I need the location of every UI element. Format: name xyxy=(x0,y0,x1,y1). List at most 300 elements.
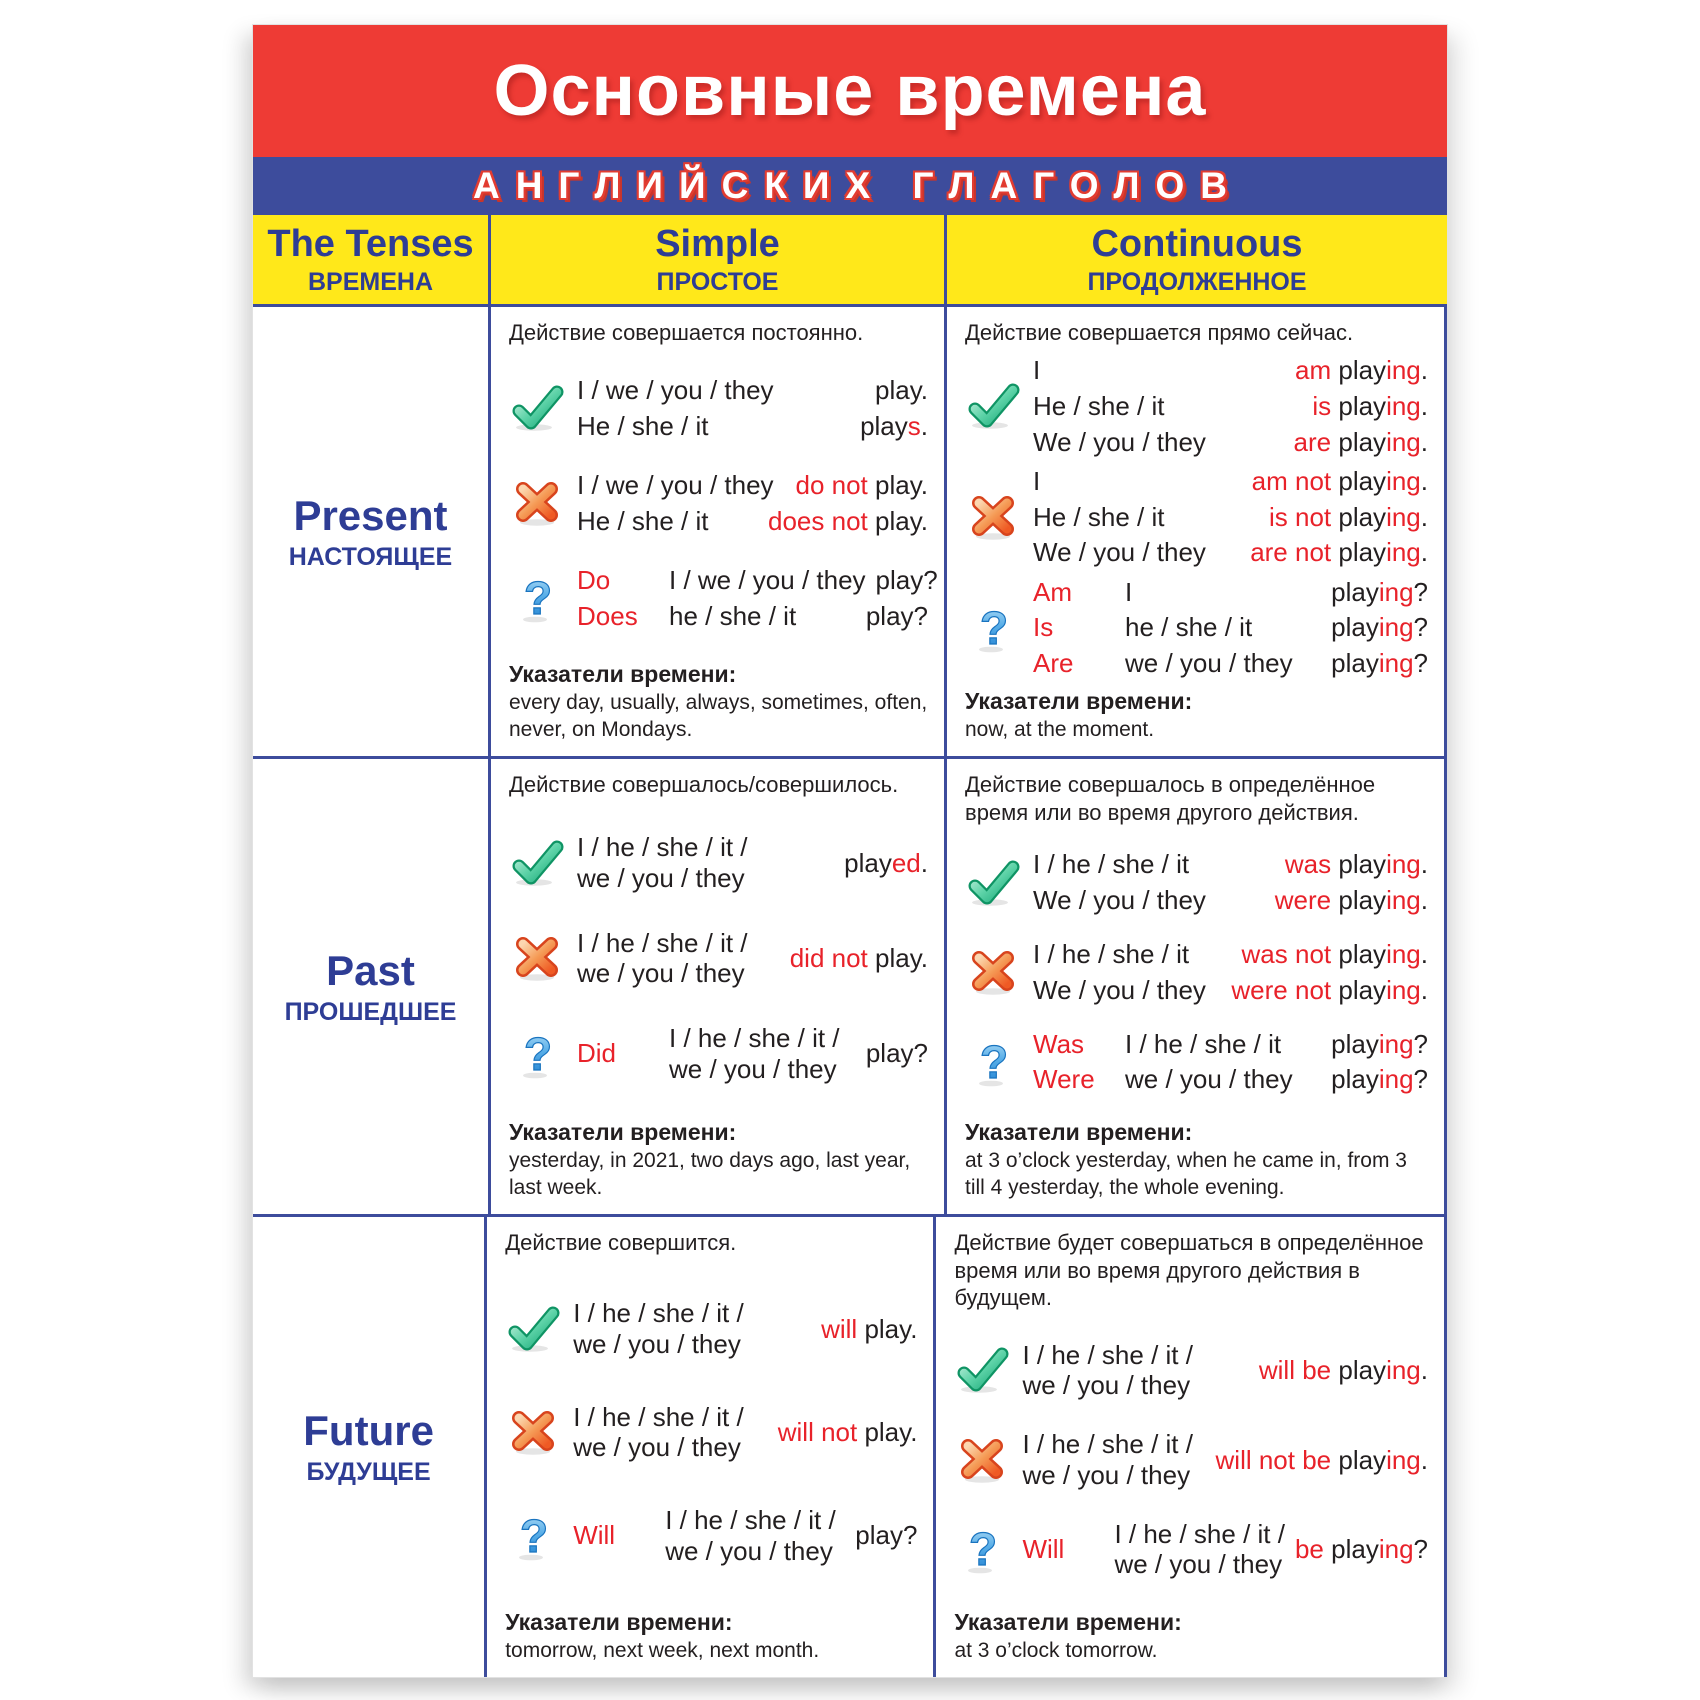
pronoun-line: we / you / they xyxy=(665,1535,833,1566)
verb-segment: were not xyxy=(1231,974,1339,1005)
pronoun-line: He / she / it xyxy=(577,410,709,441)
example-row xyxy=(1033,355,1428,386)
verb-segment: is xyxy=(1312,390,1339,421)
verb-phrase xyxy=(1302,391,1428,422)
verb-segment: play xyxy=(1338,426,1387,457)
verb-segment: ing xyxy=(1386,974,1421,1005)
pronoun-line: we / you / they xyxy=(669,1053,837,1084)
pronoun-line: we / you / they xyxy=(1125,647,1293,678)
verb-segment: play xyxy=(1338,1444,1387,1475)
simple-cell-present xyxy=(488,307,944,756)
negative-block xyxy=(509,928,928,989)
pronoun-line: I / he / she / it / xyxy=(1114,1518,1285,1549)
cross-icon xyxy=(509,935,567,981)
pronoun-line: we / you / they xyxy=(1125,1064,1293,1095)
pronoun-line: I / he / she / it / xyxy=(577,927,748,958)
verb-segment: ing xyxy=(1386,501,1421,532)
verb-segment: ing xyxy=(1386,390,1421,421)
verb-phrase xyxy=(1249,1355,1428,1386)
verb-phrase xyxy=(785,470,928,501)
example-rows xyxy=(577,928,928,989)
poster-title: Основные времена xyxy=(493,51,1207,131)
verb-phrase xyxy=(850,411,928,442)
example-rows xyxy=(1033,1029,1428,1095)
example-row xyxy=(573,1402,917,1463)
tense-description: Действие будет совершаться в определённое время или во время другого действия в будущем. xyxy=(954,1230,1424,1310)
example-row xyxy=(1033,427,1428,458)
check-icon xyxy=(965,383,1023,429)
example-row xyxy=(577,506,928,537)
example-rows xyxy=(577,375,928,441)
pronoun-line: we / you / they xyxy=(577,863,745,894)
tense-name-ru: БУДУЩЕЕ xyxy=(306,1458,431,1486)
cross-icon xyxy=(965,494,1023,540)
pronoun-line: I / we / you / they xyxy=(577,375,774,406)
verb-phrase xyxy=(1321,612,1428,643)
verb-phrase xyxy=(1221,975,1428,1006)
verb-segment: ing xyxy=(1386,1444,1421,1475)
verb-segment: . xyxy=(920,847,928,878)
pronouns xyxy=(573,1402,744,1463)
pronoun-line: We / you / they xyxy=(1033,426,1206,457)
example-rows xyxy=(1022,1340,1428,1401)
verb-segment: play xyxy=(1331,1064,1379,1095)
check-icon xyxy=(505,1306,563,1352)
verb-segment: ? xyxy=(1413,612,1428,643)
pronoun-line: I / he / she / it / xyxy=(577,832,748,863)
verb-phrase xyxy=(811,1314,917,1345)
verb-segment: was xyxy=(1284,849,1339,880)
verb-phrase xyxy=(1206,1445,1428,1476)
pronouns xyxy=(669,601,796,632)
pronouns xyxy=(573,1298,744,1359)
time-markers: at 3 o’clock tomorrow. xyxy=(954,1639,1158,1663)
verb-phrase xyxy=(1242,466,1428,497)
example-row xyxy=(1022,1429,1428,1490)
verb-phrase xyxy=(845,1520,917,1551)
tense-description: Действие совершалось в определённое время или во время другого действия. xyxy=(965,772,1376,825)
example-row xyxy=(1033,502,1428,533)
verb-phrase xyxy=(780,943,928,974)
aux-word: Will xyxy=(573,1520,616,1551)
tenses-poster xyxy=(252,24,1448,1678)
example-rows xyxy=(1033,466,1428,568)
verb-segment: . xyxy=(1420,501,1428,532)
tense-description: Действие совершится. xyxy=(505,1230,737,1255)
verb-segment: ed xyxy=(891,847,921,878)
pronouns xyxy=(577,411,709,442)
pronoun-line: I / he / she / it / xyxy=(1022,1429,1193,1460)
pronoun-line: I / he / she / it / xyxy=(1022,1339,1193,1370)
cross-icon xyxy=(954,1437,1012,1483)
time-markers-section xyxy=(965,687,1428,744)
negative-block xyxy=(965,939,1428,1005)
pronoun-line: I / we / you / they xyxy=(669,565,866,596)
verb-segment: will be xyxy=(1258,1355,1339,1385)
negative-block xyxy=(965,466,1428,568)
time-markers: now, at the moment. xyxy=(965,718,1155,742)
verb-segment: . xyxy=(1420,849,1428,880)
pronouns xyxy=(1125,648,1293,679)
aux-word: Do xyxy=(577,565,611,596)
example-rows xyxy=(1022,1519,1428,1580)
pronouns xyxy=(577,470,774,501)
aux-word: Will xyxy=(1022,1534,1065,1565)
pronoun-line: I / he / she / it xyxy=(1033,939,1190,969)
example-rows xyxy=(573,1402,917,1463)
question-icon xyxy=(509,573,567,623)
example-row xyxy=(1033,975,1428,1006)
verb-segment: am not xyxy=(1251,465,1339,496)
affirmative-block xyxy=(965,849,1428,915)
pronouns xyxy=(1033,537,1206,568)
verb-segment: do not xyxy=(795,470,875,501)
verb-segment: play xyxy=(1338,1355,1387,1385)
pronoun-line: I / we / you / they xyxy=(577,470,774,501)
verb-segment: . xyxy=(1420,974,1428,1005)
pronouns xyxy=(1033,466,1040,497)
example-row xyxy=(1033,612,1428,643)
verb-segment: ing xyxy=(1378,1028,1414,1059)
verb-segment: play xyxy=(1338,849,1387,880)
question-icon xyxy=(505,1511,563,1561)
aux-word: Are xyxy=(1033,647,1074,678)
table-body xyxy=(253,307,1447,1677)
question-block xyxy=(965,577,1428,679)
example-row xyxy=(1022,1340,1428,1401)
pronouns xyxy=(1125,1064,1293,1095)
verb-phrase xyxy=(866,565,938,596)
time-markers-label: Указатели времени: xyxy=(509,1119,737,1146)
check-icon xyxy=(965,860,1023,906)
example-rows xyxy=(1033,355,1428,457)
verb-segment: were xyxy=(1274,885,1339,915)
negative-block xyxy=(505,1402,917,1463)
verb-segment: play xyxy=(1338,501,1387,532)
example-row xyxy=(577,565,938,596)
example-row xyxy=(577,601,928,632)
verb-segment: play. xyxy=(875,943,928,974)
verb-segment: play. xyxy=(864,1313,918,1344)
pronouns xyxy=(1125,612,1252,643)
verb-segment: . xyxy=(920,410,928,441)
question-block xyxy=(509,565,938,631)
verb-segment: ing xyxy=(1386,939,1421,969)
pronoun-line: he / she / it xyxy=(669,600,797,631)
verb-segment: ing xyxy=(1378,612,1414,643)
verb-phrase xyxy=(1275,849,1428,880)
verb-segment: . xyxy=(1420,465,1428,496)
verb-phrase xyxy=(856,601,928,632)
continuous-cell-present xyxy=(944,307,1447,756)
pronoun-line: we / you / they xyxy=(573,1329,741,1360)
simple-cell-future xyxy=(484,1217,933,1677)
verb-phrase xyxy=(865,375,928,406)
column-header-ru: ПРОДОЛЖЕННОЕ xyxy=(1087,267,1307,296)
verb-segment: play xyxy=(1338,465,1387,496)
example-rows xyxy=(1033,577,1428,679)
verb-segment: ing xyxy=(1386,849,1421,880)
table-header xyxy=(253,215,1447,307)
pronoun-line: I xyxy=(1033,465,1041,496)
poster-subtitle: АНГЛИЙСКИХ ГЛАГОЛОВ xyxy=(472,165,1244,206)
aux-word: Does xyxy=(577,600,638,631)
svg-text:?: ? xyxy=(969,1524,998,1575)
check-icon xyxy=(509,385,567,431)
column-header-en: Simple xyxy=(655,222,780,265)
verb-segment: play. xyxy=(875,505,928,536)
example-rows xyxy=(573,1298,917,1359)
time-markers-section xyxy=(954,1608,1428,1665)
time-markers-label: Указатели времени: xyxy=(509,661,737,688)
verb-segment: be xyxy=(1294,1534,1332,1565)
pronoun-line: I xyxy=(1125,576,1133,607)
verb-segment: s xyxy=(907,410,921,441)
negative-block xyxy=(954,1429,1428,1490)
aux-word: Did xyxy=(577,1038,617,1069)
aux-word: Is xyxy=(1033,612,1054,643)
verb-segment: play? xyxy=(865,1038,928,1069)
verb-segment: did not xyxy=(789,943,875,974)
example-row xyxy=(577,832,928,893)
pronoun-line: I / he / she / it xyxy=(1125,1028,1282,1059)
pronouns xyxy=(1033,427,1206,458)
verb-segment: . xyxy=(1420,426,1428,457)
aux-word: Were xyxy=(1033,1064,1095,1095)
svg-text:?: ? xyxy=(523,1028,553,1079)
example-row xyxy=(1033,939,1428,970)
verb-segment: play xyxy=(1338,537,1387,568)
column-header-tenses xyxy=(253,215,488,304)
pronouns xyxy=(1022,1429,1193,1490)
pronoun-line: He / she / it xyxy=(1033,501,1165,532)
question-icon xyxy=(954,1524,1012,1574)
verb-segment: ing xyxy=(1386,465,1421,496)
verb-segment: play xyxy=(860,410,908,441)
verb-segment: ing xyxy=(1386,537,1421,568)
tense-label-cell xyxy=(253,307,488,756)
verb-segment: is not xyxy=(1268,501,1339,532)
verb-segment: was not xyxy=(1241,939,1339,969)
verb-phrase xyxy=(768,1417,918,1448)
time-markers: every day, usually, always, sometimes, often, never, on Mondays. xyxy=(509,691,928,742)
svg-text:?: ? xyxy=(520,1510,549,1561)
verb-segment: play xyxy=(1331,1028,1379,1059)
tense-label-cell xyxy=(253,1217,484,1677)
verb-phrase xyxy=(1321,1064,1428,1095)
tense-name-en: Present xyxy=(293,491,448,539)
verb-segment: . xyxy=(1420,355,1428,386)
cross-icon xyxy=(505,1409,563,1455)
pronoun-line: I xyxy=(1033,355,1041,386)
pronoun-line: We / you / they xyxy=(1033,537,1206,568)
pronouns xyxy=(665,1505,836,1566)
verb-segment: play xyxy=(1331,1534,1379,1565)
example-row xyxy=(577,375,928,406)
verb-segment: . xyxy=(1420,537,1428,568)
pronouns xyxy=(577,832,748,893)
time-markers: tomorrow, next week, next month. xyxy=(505,1639,820,1663)
tense-description: Действие совершается прямо сейчас. xyxy=(965,320,1354,345)
verb-phrase xyxy=(1321,577,1428,608)
verb-segment: play xyxy=(1331,576,1379,607)
tense-description: Действие совершалось/совершилось. xyxy=(509,772,899,797)
verb-segment: play xyxy=(1338,939,1387,969)
verb-segment: are not xyxy=(1250,537,1339,568)
pronoun-line: He / she / it xyxy=(577,505,709,536)
verb-segment: ? xyxy=(1413,647,1428,678)
check-icon xyxy=(954,1347,1012,1393)
example-row xyxy=(573,1505,917,1566)
pronoun-line: We / you / they xyxy=(1033,885,1206,915)
svg-text:?: ? xyxy=(523,573,553,624)
time-markers: at 3 o’clock yesterday, when he came in, from 3 till 4 yesterday, the whole evening. xyxy=(965,1149,1407,1200)
tense-description: Действие совершается постоянно. xyxy=(509,320,864,345)
pronouns xyxy=(669,565,866,596)
verb-segment: ing xyxy=(1386,885,1421,915)
verb-segment: will xyxy=(821,1313,865,1344)
question-block xyxy=(954,1519,1428,1580)
simple-cell-past xyxy=(488,759,944,1214)
verb-phrase xyxy=(1321,648,1428,679)
tense-name-ru: ПРОШЕДШЕЕ xyxy=(284,997,457,1026)
example-row xyxy=(577,928,928,989)
verb-segment: play xyxy=(1331,612,1379,643)
column-header-en: Continuous xyxy=(1091,222,1303,265)
column-header-continuous xyxy=(944,215,1447,304)
pronouns xyxy=(1033,502,1165,533)
time-markers-section xyxy=(509,660,928,744)
example-rows xyxy=(1022,1429,1428,1490)
pronouns xyxy=(1033,849,1189,880)
question-block xyxy=(505,1505,917,1566)
verb-segment: ing xyxy=(1386,1355,1421,1385)
example-rows xyxy=(1033,849,1428,915)
example-row xyxy=(577,470,928,501)
verb-segment: am xyxy=(1295,355,1339,386)
pronouns xyxy=(1033,355,1040,386)
question-icon xyxy=(965,1037,1023,1087)
pronouns xyxy=(1125,1029,1281,1060)
example-row xyxy=(577,411,928,442)
example-row xyxy=(1022,1519,1428,1580)
verb-segment: ing xyxy=(1386,426,1421,457)
aux-word: Am xyxy=(1033,576,1072,607)
verb-segment: . xyxy=(1420,1444,1428,1475)
verb-phrase xyxy=(856,1038,928,1069)
example-rows xyxy=(577,470,928,536)
verb-segment: play. xyxy=(875,375,928,406)
tense-row-past xyxy=(253,759,1447,1217)
verb-segment: will not be xyxy=(1215,1444,1339,1475)
verb-segment: play. xyxy=(864,1417,918,1448)
check-icon xyxy=(509,840,567,886)
question-block xyxy=(965,1029,1428,1095)
verb-phrase xyxy=(1259,502,1428,533)
continuous-cell-past xyxy=(944,759,1447,1214)
poster-subtitle-banner xyxy=(253,157,1447,215)
column-header-ru: ПРОСТОЕ xyxy=(656,267,779,296)
verb-segment: will not xyxy=(777,1417,865,1448)
tense-row-present xyxy=(253,307,1447,759)
verb-segment: ing xyxy=(1386,355,1421,386)
verb-phrase xyxy=(1240,537,1428,568)
time-markers-section xyxy=(505,1608,917,1665)
affirmative-block xyxy=(954,1340,1428,1401)
verb-phrase xyxy=(1321,1029,1428,1060)
example-row xyxy=(1033,648,1428,679)
verb-segment: play xyxy=(1338,355,1387,386)
pronouns xyxy=(1033,939,1189,970)
pronouns xyxy=(1114,1519,1285,1580)
question-icon xyxy=(965,603,1023,653)
column-header-simple xyxy=(488,215,944,304)
affirmative-block xyxy=(509,832,928,893)
pronoun-line: I / he / she / it / xyxy=(669,1023,840,1054)
example-rows xyxy=(1033,939,1428,1005)
verb-segment: play? xyxy=(855,1520,918,1551)
verb-segment: play? xyxy=(875,565,938,596)
example-row xyxy=(573,1298,917,1359)
cross-icon xyxy=(509,480,567,526)
pronoun-line: I / he / she / it / xyxy=(573,1401,744,1432)
tense-name-ru: НАСТОЯЩЕЕ xyxy=(288,542,453,571)
pronoun-line: I / he / she / it / xyxy=(665,1504,836,1535)
pronoun-line: we / you / they xyxy=(573,1432,741,1463)
time-markers-label: Указатели времени: xyxy=(965,1119,1193,1146)
tense-label-cell xyxy=(253,759,488,1214)
pronoun-line: we / you / they xyxy=(1114,1549,1283,1580)
continuous-cell-future xyxy=(933,1217,1447,1677)
verb-segment: ? xyxy=(1413,576,1428,607)
example-rows xyxy=(573,1505,917,1566)
time-markers-label: Указатели времени: xyxy=(965,688,1193,715)
example-row xyxy=(1033,537,1428,568)
example-row xyxy=(577,1023,928,1084)
pronouns xyxy=(1125,577,1132,608)
cross-icon xyxy=(965,949,1023,995)
verb-segment: ing xyxy=(1378,1534,1414,1565)
verb-segment: ? xyxy=(1413,1534,1428,1565)
question-icon xyxy=(509,1029,567,1079)
pronoun-line: We / you / they xyxy=(1033,974,1206,1005)
verb-phrase xyxy=(1284,427,1428,458)
verb-segment: . xyxy=(1420,1355,1428,1385)
pronouns xyxy=(669,1023,840,1084)
verb-segment: play xyxy=(1331,647,1379,678)
verb-phrase xyxy=(1232,939,1428,970)
tense-name-en: Future xyxy=(303,1407,434,1454)
example-rows xyxy=(577,832,928,893)
verb-segment: ing xyxy=(1378,647,1414,678)
example-row xyxy=(1033,466,1428,497)
verb-segment: . xyxy=(1420,939,1428,969)
verb-segment: . xyxy=(1420,885,1428,915)
pronouns xyxy=(577,928,748,989)
time-markers-section xyxy=(965,1118,1428,1202)
verb-segment: are xyxy=(1293,426,1339,457)
pronouns xyxy=(577,375,774,406)
example-row xyxy=(1033,1064,1428,1095)
example-rows xyxy=(577,1023,928,1084)
time-markers: yesterday, in 2021, two days ago, last year, last week. xyxy=(509,1149,911,1200)
verb-segment: ? xyxy=(1413,1028,1428,1059)
pronouns xyxy=(1033,391,1165,422)
verb-segment: play. xyxy=(875,470,928,501)
column-header-ru: ВРЕМЕНА xyxy=(307,267,433,296)
verb-segment: ? xyxy=(1413,1064,1428,1095)
aux-word: Was xyxy=(1033,1028,1085,1059)
